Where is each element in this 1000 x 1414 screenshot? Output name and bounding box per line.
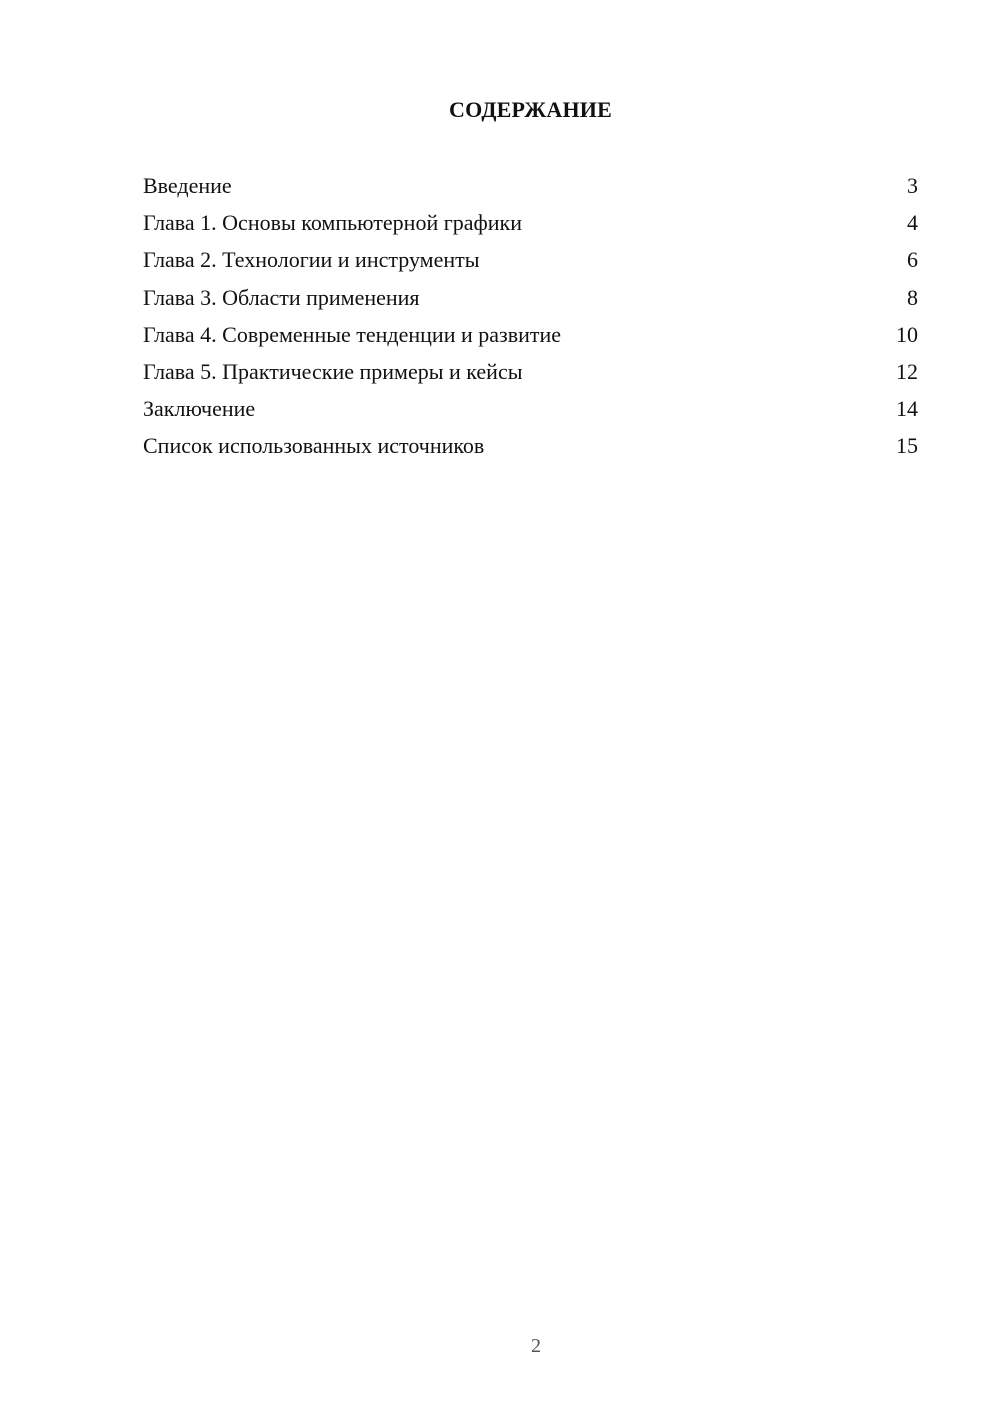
toc-entry-label: Глава 4. Современные тенденции и развитие (143, 321, 562, 347)
toc-entry-page: 15 (896, 433, 918, 459)
toc-entry-label: Глава 3. Области применения (143, 284, 420, 310)
toc-entry-chapter-1 (143, 204, 918, 241)
toc-title: СОДЕРЖАНИЕ (449, 97, 612, 122)
toc-entry-chapter-3 (143, 279, 918, 316)
toc-entry-references (143, 427, 918, 464)
toc-entry-label: Глава 5. Практические примеры и кейсы (143, 358, 523, 384)
toc-entry-label: Заключение (143, 396, 256, 422)
toc-entry-page: 3 (907, 173, 918, 198)
toc-entry-page: 8 (907, 284, 918, 310)
toc-entry-page: 14 (896, 396, 918, 422)
toc-entry-page: 4 (907, 210, 918, 236)
toc-entry-label: Глава 2. Технологии и инструменты (143, 247, 480, 273)
toc-entry-chapter-2 (143, 241, 918, 278)
toc-entry-chapter-5 (143, 353, 918, 390)
toc-entry-label: Введение (143, 173, 232, 198)
toc-entry-page: 10 (896, 321, 918, 347)
toc-entry-chapter-4 (143, 316, 918, 353)
toc-entry-conclusion (143, 390, 918, 427)
toc-entry-page: 6 (907, 247, 918, 273)
page-number: 2 (531, 1335, 541, 1357)
toc-entry-label: Список использованных источников (143, 433, 485, 459)
toc-entry-page: 12 (896, 358, 918, 384)
toc-entry-introduction (143, 167, 918, 204)
table-of-contents (143, 167, 918, 465)
toc-entry-label: Глава 1. Основы компьютерной графики (143, 210, 522, 236)
